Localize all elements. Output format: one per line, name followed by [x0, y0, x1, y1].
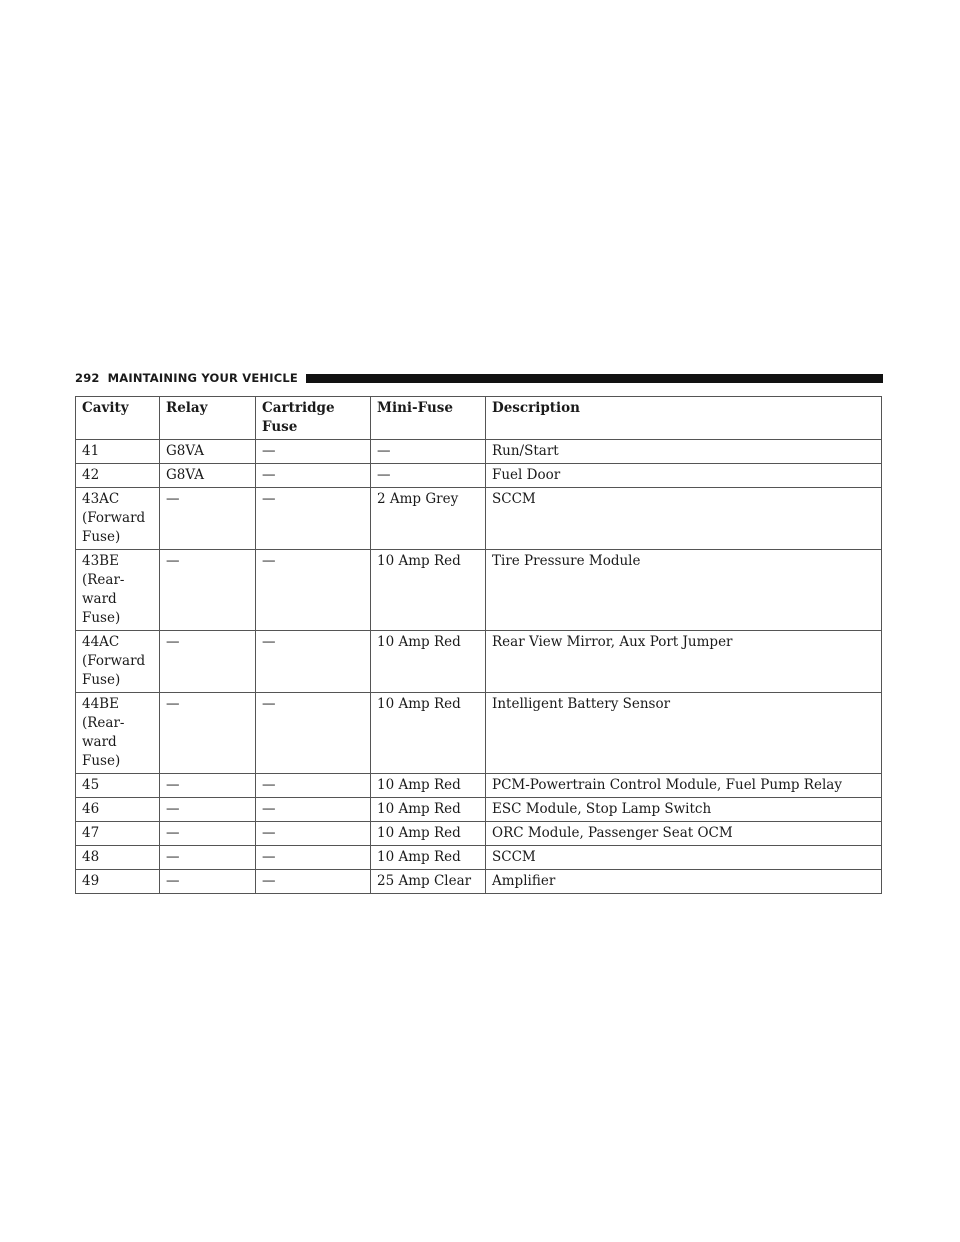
table-row	[76, 822, 882, 846]
relay-cell: G8VA	[160, 464, 256, 488]
mini-fuse-cell: 10 Amp Red	[371, 774, 486, 798]
description-cell: Tire Pressure Module	[486, 550, 882, 631]
description-cell: SCCM	[486, 846, 882, 870]
description-cell: Intelligent Battery Sensor	[486, 693, 882, 774]
description-cell: Amplifier	[486, 870, 882, 894]
mini-fuse-cell: —	[371, 440, 486, 464]
section-title: MAINTAINING YOUR VEHICLE	[107, 371, 298, 385]
cartridge-fuse-cell: —	[256, 631, 371, 693]
relay-cell: —	[160, 870, 256, 894]
cavity-cell: 44BE (Rear- ward Fuse)	[76, 693, 160, 774]
relay-cell: —	[160, 693, 256, 774]
table-row	[76, 693, 882, 774]
mini-fuse-cell: 2 Amp Grey	[371, 488, 486, 550]
cartridge-fuse-cell: —	[256, 693, 371, 774]
mini-fuse-cell: 25 Amp Clear	[371, 870, 486, 894]
table-row	[76, 631, 882, 693]
relay-cell: —	[160, 846, 256, 870]
mini-fuse-cell: 10 Amp Red	[371, 550, 486, 631]
cavity-cell: 44AC (Forward Fuse)	[76, 631, 160, 693]
relay-cell: —	[160, 631, 256, 693]
table-header-row	[76, 397, 882, 440]
relay-cell: —	[160, 774, 256, 798]
cartridge-fuse-cell: —	[256, 550, 371, 631]
description-cell: Rear View Mirror, Aux Port Jumper	[486, 631, 882, 693]
mini-fuse-cell: 10 Amp Red	[371, 798, 486, 822]
page-number: 292	[75, 371, 100, 385]
description-cell: SCCM	[486, 488, 882, 550]
column-header-cavity: Cavity	[76, 397, 160, 440]
mini-fuse-cell: 10 Amp Red	[371, 693, 486, 774]
table-row	[76, 870, 882, 894]
column-header-mini-fuse: Mini-Fuse	[371, 397, 486, 440]
page-header	[75, 370, 883, 386]
description-cell: Fuel Door	[486, 464, 882, 488]
mini-fuse-cell: 10 Amp Red	[371, 631, 486, 693]
cartridge-fuse-cell: —	[256, 440, 371, 464]
table-row	[76, 488, 882, 550]
description-cell: ESC Module, Stop Lamp Switch	[486, 798, 882, 822]
cartridge-fuse-cell: —	[256, 488, 371, 550]
cavity-cell: 43BE (Rear- ward Fuse)	[76, 550, 160, 631]
description-cell: ORC Module, Passenger Seat OCM	[486, 822, 882, 846]
mini-fuse-cell: 10 Amp Red	[371, 822, 486, 846]
cavity-cell: 43AC (Forward Fuse)	[76, 488, 160, 550]
mini-fuse-cell: —	[371, 464, 486, 488]
cavity-cell: 45	[76, 774, 160, 798]
cartridge-fuse-cell: —	[256, 798, 371, 822]
cartridge-fuse-cell: —	[256, 464, 371, 488]
cavity-cell: 47	[76, 822, 160, 846]
cartridge-fuse-cell: —	[256, 822, 371, 846]
cavity-cell: 46	[76, 798, 160, 822]
column-header-cartridge-fuse: Cartridge Fuse	[256, 397, 371, 440]
cartridge-fuse-cell: —	[256, 870, 371, 894]
table-row	[76, 464, 882, 488]
cavity-cell: 41	[76, 440, 160, 464]
cavity-cell: 48	[76, 846, 160, 870]
table-row	[76, 774, 882, 798]
mini-fuse-cell: 10 Amp Red	[371, 846, 486, 870]
header-rule	[306, 374, 883, 383]
fuse-table	[75, 396, 882, 894]
table-row	[76, 550, 882, 631]
table-row	[76, 846, 882, 870]
description-cell: PCM-Powertrain Control Module, Fuel Pump Relay	[486, 774, 882, 798]
cavity-cell: 49	[76, 870, 160, 894]
column-header-relay: Relay	[160, 397, 256, 440]
relay-cell: —	[160, 798, 256, 822]
table-row	[76, 798, 882, 822]
cartridge-fuse-cell: —	[256, 846, 371, 870]
cartridge-fuse-cell: —	[256, 774, 371, 798]
relay-cell: —	[160, 550, 256, 631]
description-cell: Run/Start	[486, 440, 882, 464]
relay-cell: G8VA	[160, 440, 256, 464]
relay-cell: —	[160, 488, 256, 550]
column-header-description: Description	[486, 397, 882, 440]
table-row	[76, 440, 882, 464]
cavity-cell: 42	[76, 464, 160, 488]
relay-cell: —	[160, 822, 256, 846]
